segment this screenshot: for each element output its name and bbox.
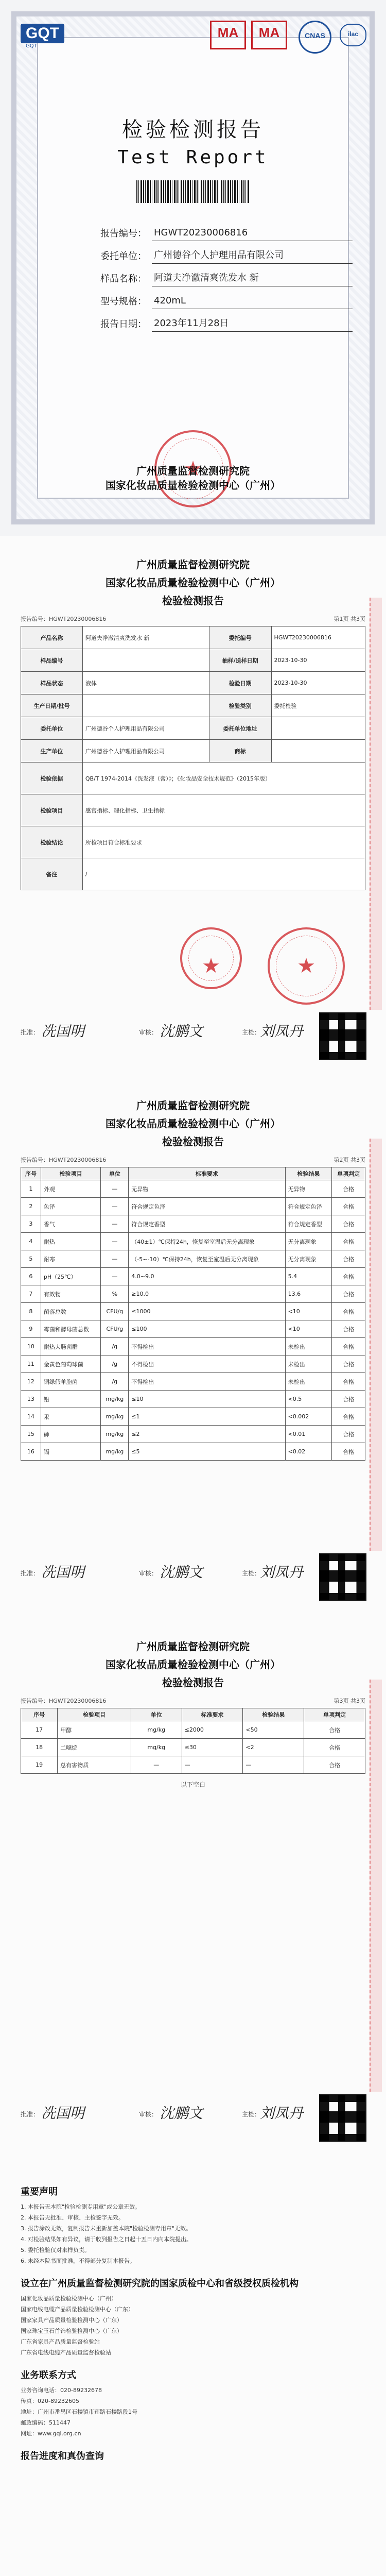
qr-code (319, 1012, 366, 1060)
column-header: 单项判定 (304, 1708, 365, 1721)
cover-page (0, 0, 386, 536)
cover-title-en: Test Report (117, 147, 269, 168)
row-label: 检验日期 (209, 672, 271, 694)
table-row (21, 1408, 365, 1426)
table-cell: 砷 (41, 1426, 101, 1443)
tester-signature: 刘凤丹 (260, 2105, 304, 2122)
field-value: 广州德谷个人护理用品有限公司 (152, 248, 353, 264)
reviewer-signature: 沈鹏文 (160, 1023, 203, 1040)
field-value: 阿道夫净澈清爽洗发水 新 (152, 270, 353, 286)
table-cell: 8 (21, 1303, 41, 1320)
table-cell: mg/kg (131, 1739, 182, 1756)
table-cell: 11 (21, 1355, 41, 1373)
issuer-line-2: 国家化妆品质量检验检测中心（广州） (106, 479, 280, 492)
meta-row (21, 615, 365, 623)
sample-info-table (21, 626, 365, 890)
notes-heading-query: 报告进度和真伪查询 (21, 2451, 104, 2462)
notes-heading-contact: 业务联系方式 (21, 2370, 76, 2381)
table-cell: 合格 (332, 1233, 365, 1250)
page-header (0, 1097, 386, 1148)
table-cell: <10 (285, 1303, 332, 1320)
table-cell: mg/kg (101, 1443, 129, 1461)
paging-seal-strip (370, 1139, 382, 1551)
table-cell: 无分离现象 (285, 1250, 332, 1268)
report-page-1 (0, 536, 386, 1077)
row-value: 液体 (82, 672, 209, 694)
table-row (21, 1426, 365, 1443)
table-cell: 汞 (41, 1408, 101, 1426)
table-cell: 合格 (332, 1408, 365, 1426)
row-value: 所检项目符合标准要求 (82, 826, 365, 858)
list-item: 国家化妆品质量检验检测中心（广州） (21, 2295, 117, 2302)
table-cell: pH（25℃） (41, 1268, 101, 1285)
table-cell: — (243, 1756, 304, 1774)
table-row (21, 826, 365, 858)
report-page-3 (0, 1618, 386, 2159)
table-cell: 17 (21, 1721, 58, 1739)
table-cell: <2 (243, 1739, 304, 1756)
cover-issuer (0, 464, 386, 493)
tester-label: 主检： (242, 2111, 261, 2118)
row-value: 委托检验 (271, 694, 365, 717)
results-table-continued (21, 1708, 365, 1774)
reviewer-label: 审核： (139, 1029, 158, 1036)
table-cell: 总有害物质 (58, 1756, 131, 1774)
list-item: 4. 对检验结果如有异议，请于收到报告之日起十五日内向本院提出。 (21, 2236, 192, 2243)
table-cell: — (101, 1268, 129, 1285)
row-value (82, 694, 209, 717)
table-cell: 无异物 (285, 1180, 332, 1198)
column-header: 检验项目 (41, 1167, 101, 1180)
row-label: 委托单位 (21, 717, 83, 740)
field-value: 2023年11月28日 (152, 316, 353, 332)
table-cell: 合格 (304, 1756, 365, 1774)
table-cell: 符合规定香型 (129, 1215, 285, 1233)
table-cell: ≤30 (182, 1739, 243, 1756)
table-cell: 合格 (332, 1180, 365, 1198)
page-number: 第1页 共3页 (334, 616, 365, 622)
table-cell: 未检出 (285, 1355, 332, 1373)
table-row (21, 1320, 365, 1338)
table-cell: 合格 (332, 1391, 365, 1408)
table-row (21, 1233, 365, 1250)
tester-signature: 刘凤丹 (260, 1564, 304, 1581)
table-cell: CFU/g (101, 1303, 129, 1320)
cma-logo-2: MA (251, 21, 287, 49)
row-label: 检验类别 (209, 694, 271, 717)
table-header-row (21, 1708, 365, 1721)
qr-code (319, 1553, 366, 1601)
table-cell: % (101, 1285, 129, 1303)
notes-heading-institutions: 设立在广州质量监督检测研究院的国家质检中心和省级授权质检机构 (21, 2278, 299, 2289)
table-cell: 铜绿假单胞菌 (41, 1373, 101, 1391)
row-label: 商标 (209, 740, 271, 762)
table-cell: CFU/g (101, 1320, 129, 1338)
table-cell: 金黄色葡萄球菌 (41, 1355, 101, 1373)
report-number: 报告编号：HGWT20230006816 (21, 1157, 107, 1163)
field-report-date (95, 312, 353, 335)
list-item: 5. 委托检验仅对来样负责。 (21, 2247, 90, 2253)
table-cell: 2 (21, 1198, 41, 1215)
column-header: 检验结果 (243, 1708, 304, 1721)
row-value: HGWT20230006816 (271, 626, 365, 649)
table-cell: 13 (21, 1391, 41, 1408)
column-header: 检验项目 (58, 1708, 131, 1721)
row-value: 2023-10-30 (271, 672, 365, 694)
table-row (21, 717, 365, 740)
issuer-line-1: 广州质量监督检测研究院 (136, 465, 250, 477)
field-report-no (95, 222, 353, 244)
table-row (21, 762, 365, 794)
table-cell: <10 (285, 1320, 332, 1338)
table-row (21, 1391, 365, 1408)
table-cell: 合格 (332, 1355, 365, 1373)
table-cell: 12 (21, 1373, 41, 1391)
approver-signature: 冼国明 (41, 1564, 85, 1581)
table-cell: 合格 (332, 1303, 365, 1320)
table-cell: — (101, 1233, 129, 1250)
qr-code (319, 2094, 366, 2142)
table-cell: 二噁烷 (58, 1739, 131, 1756)
table-row (21, 794, 365, 826)
row-value: 广州德谷个人护理用品有限公司 (82, 740, 209, 762)
org-line-2: 国家化妆品质量检验检测中心（广州） (106, 577, 280, 589)
table-cell: mg/kg (101, 1426, 129, 1443)
row-value: 2023-10-30 (271, 649, 365, 672)
table-row (21, 1198, 365, 1215)
column-header: 单位 (101, 1167, 129, 1180)
row-label: 生产单位 (21, 740, 83, 762)
table-row (21, 1756, 365, 1774)
column-header: 序号 (21, 1708, 58, 1721)
table-cell: 9 (21, 1320, 41, 1338)
table-cell: 符合规定色泽 (285, 1198, 332, 1215)
list-item: 6. 未经本院书面批准，不得部分复制本报告。 (21, 2258, 135, 2264)
table-cell: — (182, 1756, 243, 1774)
table-row (21, 740, 365, 762)
approver-label: 批准： (21, 2111, 40, 2118)
list-item: 邮政编码：511447 (21, 2419, 71, 2426)
cover-fields (95, 222, 353, 335)
cover-title-cn: 检验检测报告 (122, 118, 264, 142)
field-value: 420mL (152, 293, 353, 309)
report-seal (180, 927, 242, 989)
table-cell: 霉菌和酵母菌总数 (41, 1320, 101, 1338)
table-row (21, 1373, 365, 1391)
org-line-1: 广州质量监督检测研究院 (136, 1099, 250, 1112)
table-row (21, 1268, 365, 1285)
row-value: / (82, 858, 365, 890)
cnas-logo: CNAS (299, 21, 331, 54)
table-row (21, 858, 365, 890)
table-header-row (21, 1167, 365, 1180)
table-cell: — (131, 1756, 182, 1774)
table-row (21, 1215, 365, 1233)
list-item: 网址：www.gqi.org.cn (21, 2430, 81, 2437)
table-row (21, 1180, 365, 1198)
table-cell: <50 (243, 1721, 304, 1739)
table-cell: 镉 (41, 1443, 101, 1461)
table-cell: <0.5 (285, 1391, 332, 1408)
column-header: 标准要求 (182, 1708, 243, 1721)
row-value: 阿道夫净澈清爽洗发水 新 (82, 626, 209, 649)
row-value: 广州德谷个人护理用品有限公司 (82, 717, 209, 740)
table-row (21, 1250, 365, 1268)
table-row (21, 1443, 365, 1461)
table-row (21, 672, 365, 694)
table-cell: 未检出 (285, 1373, 332, 1391)
table-cell: ≥10.0 (129, 1285, 285, 1303)
org-line-3: 检验检测报告 (162, 595, 224, 607)
table-cell: 合格 (304, 1739, 365, 1756)
meta-row (21, 1156, 365, 1164)
table-row (21, 1303, 365, 1320)
table-cell: 合格 (332, 1320, 365, 1338)
table-row (21, 649, 365, 672)
table-cell: 无分离现象 (285, 1233, 332, 1250)
table-cell: 10 (21, 1338, 41, 1355)
approver-label: 批准： (21, 1029, 40, 1036)
page-header (0, 556, 386, 607)
field-label: 报告编号： (100, 228, 147, 239)
column-header: 单位 (131, 1708, 182, 1721)
table-cell: 未检出 (285, 1338, 332, 1355)
field-label: 报告日期： (100, 319, 147, 330)
list-item: 2. 本报告无批准、审核、主检签字无效。 (21, 2214, 124, 2221)
table-cell: （-5~-10）℃保持24h，恢复至室温后无分离现象 (129, 1250, 285, 1268)
column-header: 检验结果 (285, 1167, 332, 1180)
row-label: 产品名称 (21, 626, 83, 649)
table-cell: 13.6 (285, 1285, 332, 1303)
row-value (271, 740, 365, 762)
table-cell: 色泽 (41, 1198, 101, 1215)
row-label: 委托编号 (209, 626, 271, 649)
table-cell: 铅 (41, 1391, 101, 1408)
row-value: 感官指标、理化指标、卫生指标 (82, 794, 365, 826)
table-cell: <0.02 (285, 1443, 332, 1461)
blank-below-text: 以下空白 (180, 1781, 205, 1788)
table-cell: mg/kg (101, 1408, 129, 1426)
notes-heading-statement: 重要声明 (21, 2187, 58, 2197)
table-cell: ≤5 (129, 1443, 285, 1461)
field-label: 型号规格： (100, 296, 147, 307)
table-cell: 不得检出 (129, 1355, 285, 1373)
table-cell: <0.002 (285, 1408, 332, 1426)
table-cell: ≤10 (129, 1391, 285, 1408)
table-cell: 不得检出 (129, 1373, 285, 1391)
table-cell: 合格 (332, 1250, 365, 1268)
table-cell: 合格 (332, 1198, 365, 1215)
list-item: 1. 本报告无本院"检验检测专用章"或公章无效。 (21, 2204, 141, 2210)
approver-label: 批准： (21, 1570, 40, 1577)
table-cell: 香气 (41, 1215, 101, 1233)
list-item: 国家电线电缆产品质量检验检测中心（广东） (21, 2306, 134, 2313)
table-cell: 符合规定色泽 (129, 1198, 285, 1215)
list-item: 国家家具产品质量检验检测中心（广东） (21, 2317, 122, 2324)
table-row (21, 1338, 365, 1355)
table-cell: 符合规定香型 (285, 1215, 332, 1233)
list-item: 国家珠宝玉石首饰检验检测中心（广东） (21, 2328, 122, 2334)
row-label: 检验项目 (21, 794, 83, 826)
approver-signature: 冼国明 (41, 2105, 85, 2122)
org-line-3: 检验检测报告 (162, 1136, 224, 1148)
table-cell: — (101, 1250, 129, 1268)
barcode (136, 180, 250, 203)
table-row (21, 1285, 365, 1303)
reviewer-label: 审核： (139, 2111, 158, 2118)
list-item: 广东省电线电缆产品质量监督检验站 (21, 2349, 111, 2356)
report-number: 报告编号：HGWT20230006816 (21, 1698, 107, 1704)
column-header: 序号 (21, 1167, 41, 1180)
table-cell: 3 (21, 1215, 41, 1233)
table-cell: ≤1000 (129, 1303, 285, 1320)
table-row (21, 626, 365, 649)
list-item: 业务咨询电话：020-89232678 (21, 2387, 102, 2394)
table-cell: 甲醇 (58, 1721, 131, 1739)
table-cell: 无异物 (129, 1180, 285, 1198)
row-label: 委托单位地址 (209, 717, 271, 740)
table-row (21, 1739, 365, 1756)
table-cell: 外观 (41, 1180, 101, 1198)
table-cell: 7 (21, 1285, 41, 1303)
tester-label: 主检： (242, 1570, 261, 1577)
row-value (271, 717, 365, 740)
tester-signature: 刘凤丹 (260, 1023, 304, 1040)
row-label: 检验结论 (21, 826, 83, 858)
row-label: 生产日期/批号 (21, 694, 83, 717)
table-cell: 合格 (332, 1443, 365, 1461)
table-cell: 合格 (332, 1215, 365, 1233)
approver-signature: 冼国明 (41, 1023, 85, 1040)
table-cell: 18 (21, 1739, 58, 1756)
table-cell: /g (101, 1338, 129, 1355)
notes-institution-list (21, 2294, 365, 2358)
table-cell: 14 (21, 1408, 41, 1426)
table-cell: 有效物 (41, 1285, 101, 1303)
table-cell: 4 (21, 1233, 41, 1250)
org-line-2: 国家化妆品质量检验检测中心（广州） (106, 1117, 280, 1130)
row-label: 抽样/送样日期 (209, 649, 271, 672)
table-cell: ≤2000 (182, 1721, 243, 1739)
page-number: 第3页 共3页 (334, 1698, 365, 1704)
field-label: 委托单位： (100, 251, 147, 262)
table-cell: ≤2 (129, 1426, 285, 1443)
field-label: 样品名称： (100, 274, 147, 284)
page-number: 第2页 共3页 (334, 1157, 365, 1163)
table-cell: — (101, 1215, 129, 1233)
table-cell: 16 (21, 1443, 41, 1461)
table-cell: <0.01 (285, 1426, 332, 1443)
row-label: 检验依据 (21, 762, 83, 794)
tester-label: 主检： (242, 1029, 261, 1036)
cma-logo-1: MA (210, 21, 246, 49)
field-model (95, 290, 353, 312)
table-cell: 合格 (332, 1338, 365, 1355)
table-cell: 6 (21, 1268, 41, 1285)
table-cell: 菌落总数 (41, 1303, 101, 1320)
table-row (21, 1721, 365, 1739)
ilac-logo: ilac (340, 24, 366, 46)
field-client (95, 244, 353, 267)
list-item: 3. 报告涂改无效，复制报告未重新加盖本院"检验检测专用章"无效。 (21, 2225, 192, 2232)
table-cell: 19 (21, 1756, 58, 1774)
reviewer-signature: 沈鹏文 (160, 2105, 203, 2122)
field-sample-name (95, 267, 353, 290)
org-line-1: 广州质量监督检测研究院 (136, 1640, 250, 1653)
table-row (21, 1355, 365, 1373)
results-table (21, 1167, 365, 1461)
report-number: 报告编号：HGWT20230006816 (21, 616, 107, 622)
table-cell: 不得检出 (129, 1338, 285, 1355)
notes-statement-list (21, 2202, 365, 2266)
table-cell: 合格 (332, 1426, 365, 1443)
paging-seal-strip (370, 1680, 382, 2092)
row-value: QB/T 1974-2014《洗发液（膏）》；《化妆品安全技术规范》（2015年版） (82, 762, 365, 794)
table-cell: mg/kg (101, 1391, 129, 1408)
paging-seal-strip (370, 598, 382, 1010)
table-cell: /g (101, 1355, 129, 1373)
org-line-2: 国家化妆品质量检验检测中心（广州） (106, 1658, 280, 1671)
table-cell: 合格 (332, 1285, 365, 1303)
row-label: 样品编号 (21, 649, 83, 672)
gqt-logo-sub: GQT (26, 43, 37, 49)
list-item: 传真：020-89232605 (21, 2398, 79, 2404)
org-line-3: 检验检测报告 (162, 1676, 224, 1689)
table-cell: mg/kg (131, 1721, 182, 1739)
list-item: 广东省家具产品质量监督检验站 (21, 2338, 100, 2345)
column-header: 标准要求 (129, 1167, 285, 1180)
page-header (0, 1638, 386, 1689)
table-cell: 耐热 (41, 1233, 101, 1250)
table-cell: ≤100 (129, 1320, 285, 1338)
row-label: 样品状态 (21, 672, 83, 694)
table-cell: 合格 (332, 1373, 365, 1391)
table-cell: 5.4 (285, 1268, 332, 1285)
org-line-1: 广州质量监督检测研究院 (136, 558, 250, 571)
column-header: 单项判定 (332, 1167, 365, 1180)
report-page-2 (0, 1077, 386, 1618)
table-cell: — (101, 1198, 129, 1215)
notes-page (0, 2159, 386, 2576)
table-cell: 4.0~9.0 (129, 1268, 285, 1285)
table-cell: — (101, 1180, 129, 1198)
table-cell: 耐寒 (41, 1250, 101, 1268)
row-value (82, 649, 209, 672)
table-row (21, 694, 365, 717)
table-cell: 15 (21, 1426, 41, 1443)
reviewer-signature: 沈鹏文 (160, 1564, 203, 1581)
row-label: 备注 (21, 858, 83, 890)
list-item: 地址：广州市番禺区石楼镇市莲路石楼路段1号 (21, 2409, 137, 2415)
table-cell: /g (101, 1373, 129, 1391)
notes-contact-list (21, 2385, 365, 2438)
inspection-seal (268, 927, 345, 1005)
table-cell: 合格 (304, 1721, 365, 1739)
table-cell: 5 (21, 1250, 41, 1268)
table-cell: 合格 (332, 1268, 365, 1285)
meta-row (21, 1697, 365, 1705)
gqt-logo: GQT (21, 24, 64, 43)
field-value: HGWT20230006816 (152, 225, 353, 241)
table-cell: （40±1）℃保持24h，恢复至室温后无分离现象 (129, 1233, 285, 1250)
table-cell: 耐热大肠菌群 (41, 1338, 101, 1355)
reviewer-label: 审核： (139, 1570, 158, 1577)
table-cell: ≤1 (129, 1408, 285, 1426)
table-cell: 1 (21, 1180, 41, 1198)
